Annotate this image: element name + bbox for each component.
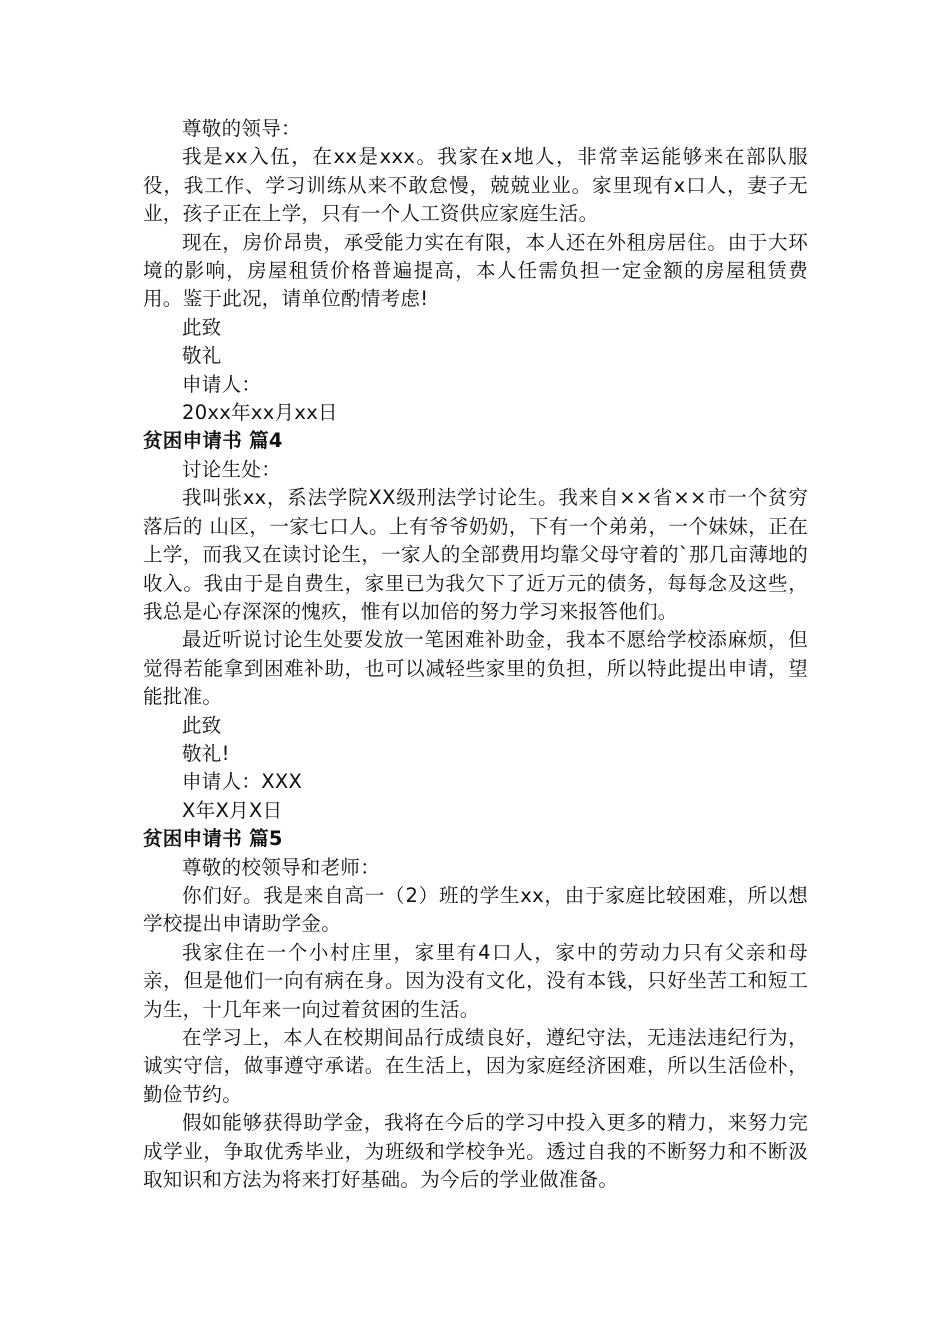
body-paragraph: 我是xx入伍，在xx是xxx。我家在x地人，非常幸运能够来在部队服役，我工作、学习训练从来不敢怠慢，兢兢业业。家里现有x口人，妻子无业，孩子正在上学，只有一个人工资供应家庭生活。 [143,145,808,226]
salutation: 尊敬的校领导和老师： [182,855,381,879]
date: X年X月X日 [182,798,283,822]
closing-line: 敬礼 [182,344,222,368]
body-paragraph: 我家住在一个小村庄里，家里有4口人，家中的劳动力只有父亲和母亲，但是他们一向有病在身。因为没有文化，没有本钱，只好坐苦工和短工为生，十几年来一向过着贫困的生活。 [143,940,808,1021]
body-paragraph: 现在，房价昂贵，承受能力实在有限，本人还在外租房居住。由于大环境的影响，房屋租赁价格普遍提高，本人任需负担一定金额的房屋租赁费用。鉴于此况，请单位酌情考虑! [143,230,808,311]
salutation: 尊敬的领导： [182,117,301,140]
date: 20xx年xx月xx日 [182,401,338,425]
closing-line: 此致 [182,315,222,339]
document-body [143,115,808,1194]
section-heading: 贫困申请书 篇4 [143,429,283,453]
body-paragraph: 最近听说讨论生处要发放一笔困难补助金，我本不愿给学校添麻烦，但觉得若能拿到困难补助，也可以减轻些家里的负担，所以特此提出申请，望能批准。 [143,628,808,709]
body-paragraph: 你们好。我是来自高一（2）班的学生xx，由于家庭比较困难，所以想学校提出申请助学金。 [143,883,808,936]
closing-line: 此致 [182,713,222,737]
closing-line: 敬礼! [182,741,230,765]
signature: 申请人：XXX [182,770,303,794]
signature: 申请人： [182,372,262,396]
body-paragraph: 在学习上，本人在校期间品行成绩良好，遵纪守法，无违法违纪行为，诚实守信，做事遵守承诺。在生活上，因为家庭经济困难，所以生活俭朴，勤俭节约。 [143,1026,808,1106]
section-heading: 贫困申请书 篇5 [143,827,283,851]
salutation: 讨论生处： [182,457,282,481]
body-paragraph: 我叫张xx，系法学院XX级刑法学讨论生。我来自××省××市一个贫穷落后的 山区，一家七口人。上有爷爷奶奶，下有一个弟弟，一个妹妹，正在上学，而我又在读讨论生，一家人的全部费用均靠父母守着的`那几亩薄地的收入。我由于是自费生，家里已为我欠下了近万元的债务，每每念及这些，我总是心存深深的愧疚，惟有以加倍的努力学习来报答他们。 [143,486,808,623]
body-paragraph: 假如能够获得助学金，我将在今后的学习中投入更多的精力，来努力完成学业，争取优秀毕业，为班级和学校争光。透过自我的不断努力和不断汲取知识和方法为将来打好基础。为今后的学业做准备。 [143,1111,808,1192]
